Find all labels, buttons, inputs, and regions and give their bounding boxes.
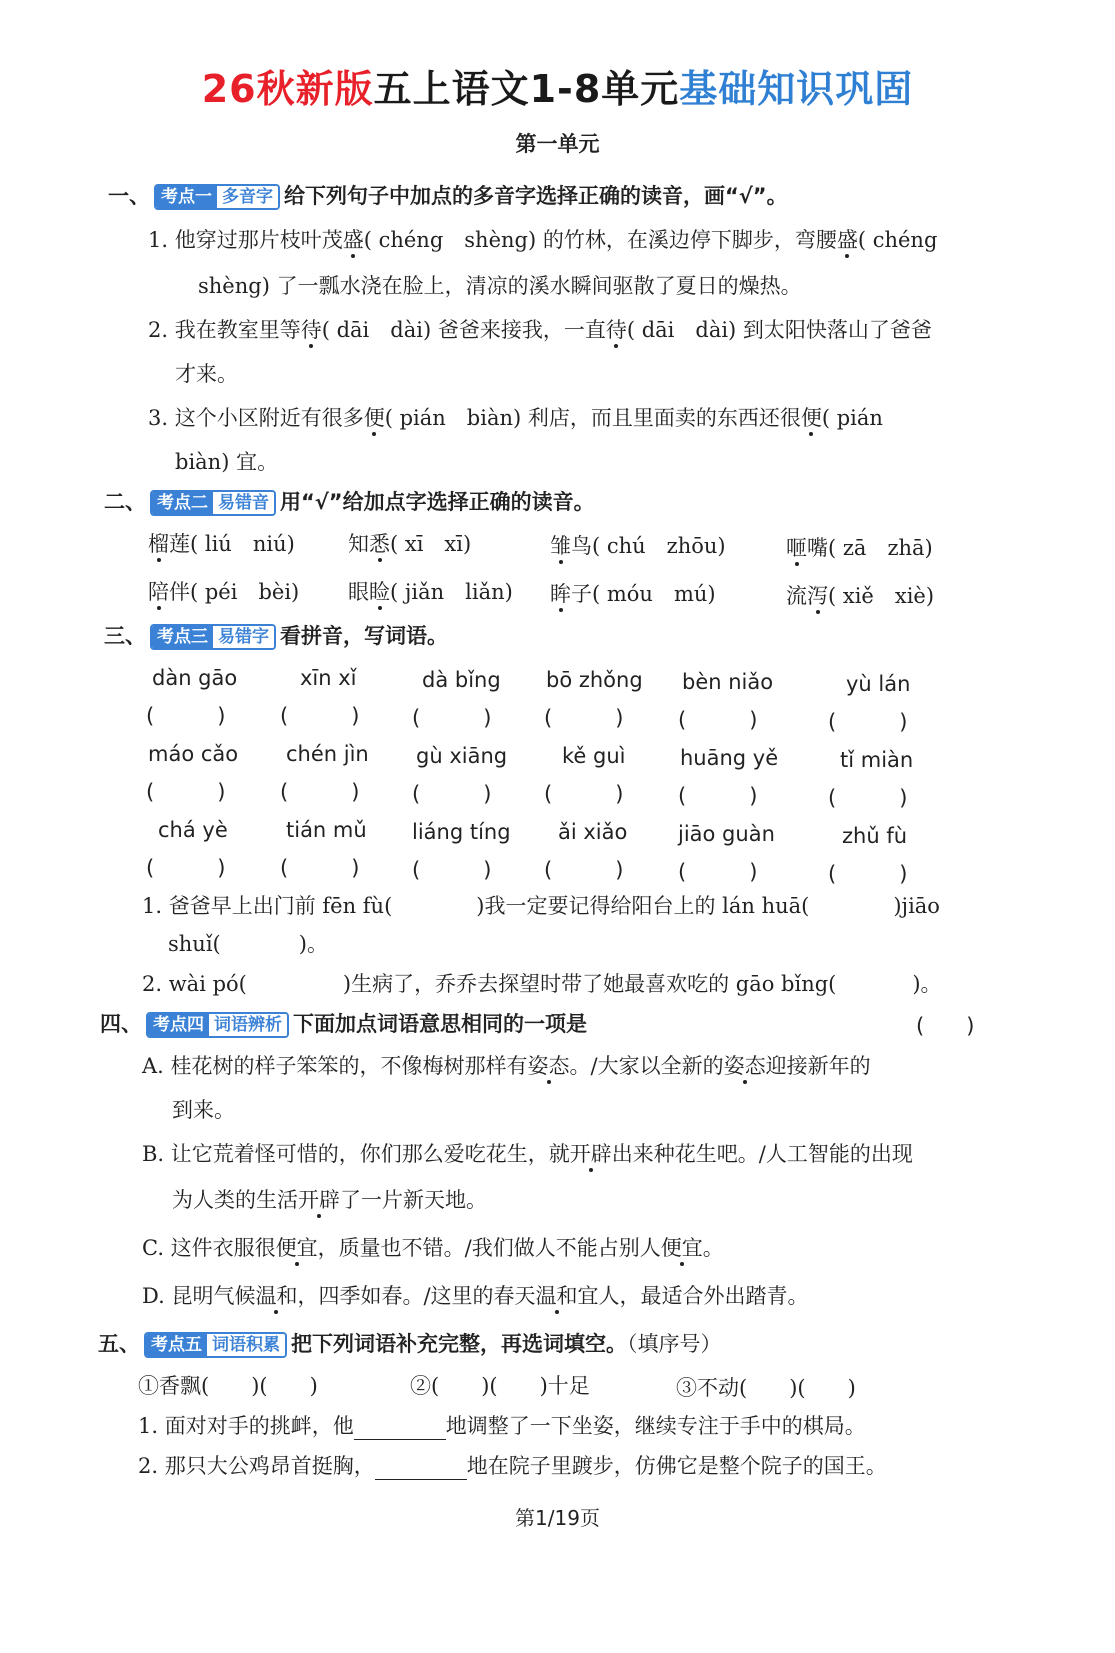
section-5-tag: 考点五 词语积累	[144, 1332, 287, 1358]
answer-box[interactable]: ( )	[678, 860, 758, 884]
s2-item: 榴莲( liú niú)	[148, 532, 295, 556]
pinyin-item: gù xiāng	[416, 744, 508, 768]
pinyin-item: bō zhǒng	[546, 668, 643, 692]
s1-q3-line1: 3. 这个小区附近有很多便( pián biàn) 利店，而且里面卖的东西还很便( pián	[148, 406, 883, 430]
answer-bracket[interactable]: ( )	[916, 1014, 975, 1038]
answer-box[interactable]: ( )	[544, 858, 624, 882]
answer-box[interactable]: ( )	[146, 704, 226, 728]
pinyin-item: yù lán	[846, 672, 911, 696]
section-3-tag: 考点三 易错字	[150, 624, 276, 650]
s1-q3-line2: biàn) 宜。	[175, 450, 279, 474]
section-1-heading: 一、 考点一 多音字 给下列句子中加点的多音字选择正确的读音，画“√”。	[108, 184, 788, 208]
pinyin-item: ǎi xiǎo	[558, 820, 628, 844]
pinyin-item: bèn niǎo	[682, 670, 774, 694]
option-b-line1: B. 让它荒着怪可惜的，你们那么爱吃花生，就开辟出来种花生吧。/人工智能的出现	[142, 1142, 913, 1166]
pinyin-item: jiāo guàn	[678, 822, 775, 846]
pinyin-item: kě guì	[562, 744, 626, 768]
s1-q2-line2: 才来。	[175, 362, 238, 386]
s2-item: 流泻( xiě xiè)	[786, 584, 935, 608]
word-item-1: ①香飘( )( )	[138, 1374, 318, 1398]
option-a-line2: 到来。	[172, 1098, 235, 1122]
page-number: 第1/19页	[515, 1506, 600, 1530]
answer-box[interactable]: ( )	[544, 706, 624, 730]
section-2-tag: 考点二 易错音	[150, 490, 276, 516]
page-title: 26秋新版五上语文1-8单元基础知识巩固	[201, 67, 914, 111]
answer-box[interactable]: ( )	[280, 856, 360, 880]
pinyin-item: chén jìn	[286, 742, 369, 766]
pinyin-item: máo cǎo	[148, 742, 239, 766]
pinyin-item: dàn gāo	[152, 666, 238, 690]
answer-box[interactable]: ( )	[146, 856, 226, 880]
s3-q2: 2. wài pó( )生病了，乔乔去探望时带了她最喜欢吃的 gāo bǐng( )。	[142, 972, 942, 996]
answer-box[interactable]: ( )	[678, 708, 758, 732]
answer-box[interactable]: ( )	[412, 858, 492, 882]
s2-item: 雏鸟( chú zhōu)	[550, 534, 726, 558]
fill-blank[interactable]	[375, 1459, 467, 1480]
answer-box[interactable]: ( )	[280, 704, 360, 728]
option-d: D. 昆明气候温和，四季如春。/这里的春天温和宜人，最适合外出踏青。	[142, 1284, 809, 1308]
section-4-heading: 四、 考点四 词语辨析 下面加点词语意思相同的一项是	[100, 1012, 587, 1036]
fill-blank[interactable]	[354, 1419, 446, 1440]
section-5-heading: 五、 考点五 词语积累 把下列词语补充完整，再选词填空。（填序号）	[98, 1332, 722, 1356]
s2-item: 陪伴( péi bèi)	[148, 580, 300, 604]
pinyin-item: xīn xǐ	[300, 666, 357, 690]
unit-title: 第一单元	[515, 132, 600, 156]
option-b-line2: 为人类的生活开辟了一片新天地。	[172, 1188, 487, 1212]
s1-q1-line2: shèng) 了一瓢水浇在脸上，清凉的溪水瞬间驱散了夏日的燥热。	[198, 274, 802, 298]
answer-box[interactable]: ( )	[146, 780, 226, 804]
s2-item: 知悉( xī xī)	[348, 532, 472, 556]
answer-box[interactable]: ( )	[544, 782, 624, 806]
s3-q1-line2: shuǐ( )。	[168, 932, 328, 956]
pinyin-item: dà bǐng	[422, 668, 501, 692]
pinyin-item: liáng tíng	[412, 820, 511, 844]
section-3-heading: 三、 考点三 易错字 看拼音，写词语。	[104, 624, 448, 648]
section-1-tag: 考点一 多音字	[154, 184, 280, 210]
answer-box[interactable]: ( )	[828, 786, 908, 810]
pinyin-item: huāng yě	[680, 746, 779, 770]
s2-item: 眼睑( jiǎn liǎn)	[348, 580, 513, 604]
option-c: C. 这件衣服很便宜，质量也不错。/我们做人不能占别人便宜。	[142, 1236, 724, 1260]
s2-item: 咂嘴( zā zhā)	[786, 536, 933, 560]
s1-q2-line1: 2. 我在教室里等待( dāi dài) 爸爸来接我，一直待( dāi dài) 到太阳快落山了爸爸	[148, 318, 932, 342]
s5-q2: 2. 那只大公鸡昂首挺胸， 地在院子里踱步，仿佛它是整个院子的国王。	[138, 1454, 887, 1478]
s5-q1: 1. 面对对手的挑衅，他 地调整了一下坐姿，继续专注于手中的棋局。	[138, 1414, 866, 1438]
answer-box[interactable]: ( )	[678, 784, 758, 808]
pinyin-item: chá yè	[158, 818, 228, 842]
answer-box[interactable]: ( )	[828, 862, 908, 886]
pinyin-item: tián mǔ	[286, 818, 367, 842]
answer-box[interactable]: ( )	[828, 710, 908, 734]
word-item-3: ③不动( )( )	[676, 1376, 856, 1400]
option-a-line1: A. 桂花树的样子笨笨的，不像梅树那样有姿态。/大家以全新的姿态迎接新年的	[142, 1054, 871, 1078]
answer-box[interactable]: ( )	[280, 780, 360, 804]
s2-item: 眸子( móu mú)	[550, 582, 716, 606]
word-item-2: ②( )( )十足	[410, 1374, 590, 1398]
s3-q1-line1: 1. 爸爸早上出门前 fēn fù( )我一定要记得给阳台上的 lán huā( )jiāo	[142, 894, 940, 918]
pinyin-item: zhǔ fù	[842, 824, 908, 848]
answer-box[interactable]: ( )	[412, 706, 492, 730]
section-4-tag: 考点四 词语辨析	[146, 1012, 289, 1038]
pinyin-item: tǐ miàn	[840, 748, 914, 772]
s1-q1-line1: 1. 他穿过那片枝叶茂盛( chéng shèng) 的竹林，在溪边停下脚步，弯腰盛( chéng	[148, 228, 938, 252]
section-2-heading: 二、 考点二 易错音 用“√”给加点字选择正确的读音。	[104, 490, 595, 514]
answer-box[interactable]: ( )	[412, 782, 492, 806]
